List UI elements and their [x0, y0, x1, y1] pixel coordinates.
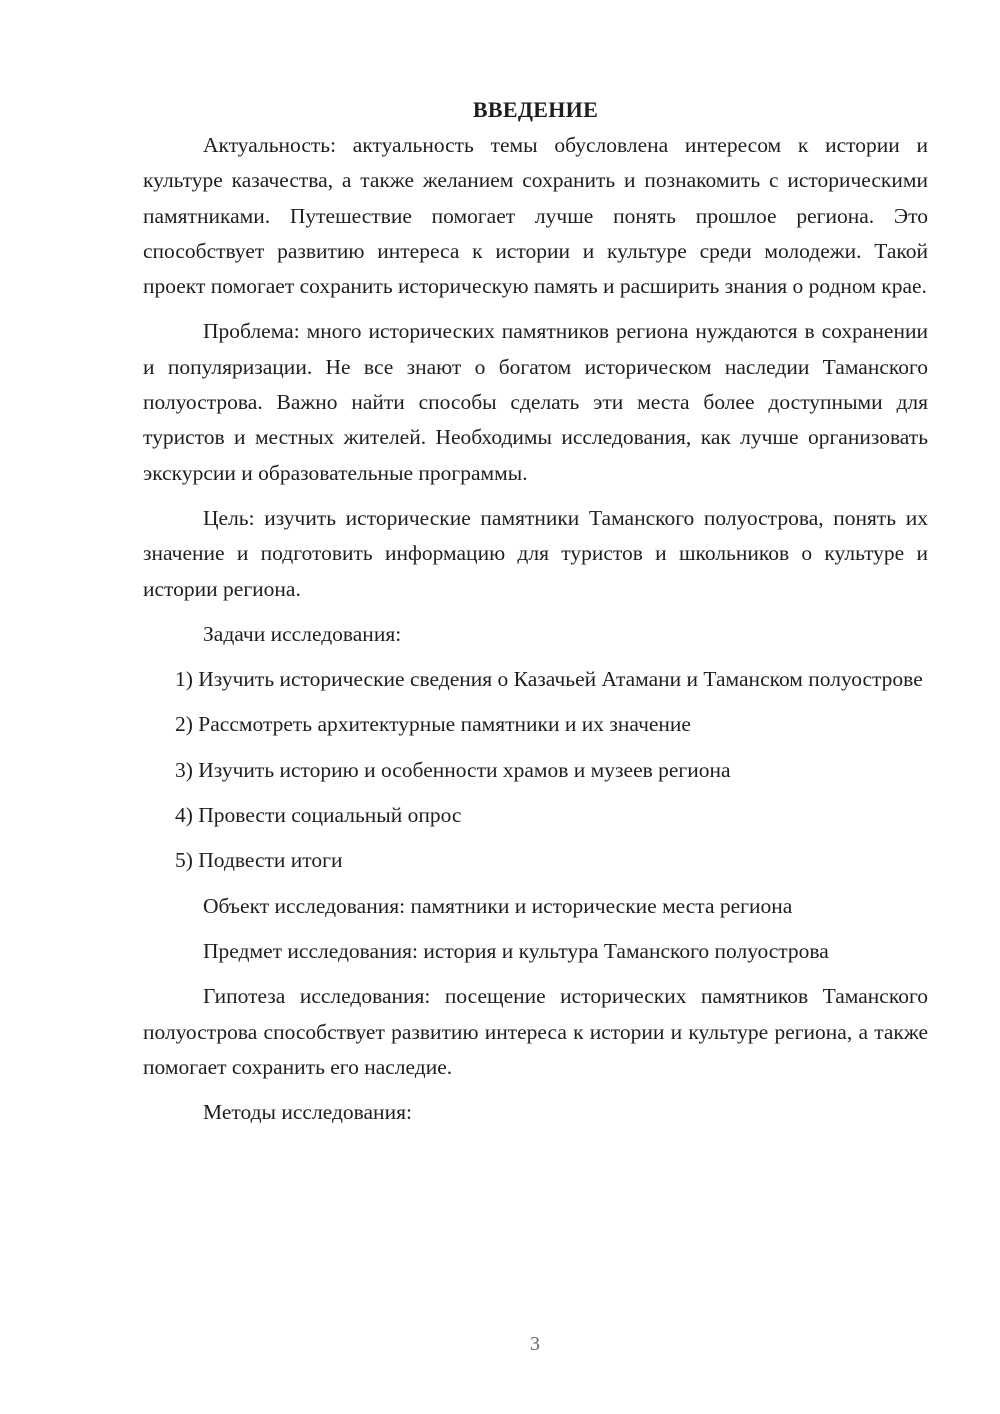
paragraph-subject: Предмет исследования: история и культура Таманского полуострова: [203, 938, 829, 963]
list-item: 4) Провести социальный опрос: [175, 803, 462, 828]
list-item: 5) Подвести итоги: [175, 848, 343, 873]
paragraph-object: Объект исследования: памятники и исторические места региона: [203, 893, 793, 918]
document-page: [143, 92, 928, 1140]
paragraph-goal: Цель: изучить исторические памятники Таманского полуострова, понять их значение и подготовить информацию для туристов и школьников о культуре и истории региона.: [143, 505, 928, 601]
page-number: 3: [530, 1333, 540, 1355]
document-heading: ВВЕДЕНИЕ: [472, 97, 599, 122]
tasks-title: Задачи исследования:: [203, 621, 402, 646]
list-item: 1) Изучить исторические сведения о Казачьей Атамани и Таманском полуострове: [175, 667, 923, 692]
tasks-list: [143, 662, 928, 878]
methods-title: Методы исследования:: [203, 1100, 412, 1125]
paragraph-hypothesis: Гипотеза исследования: посещение исторических памятников Таманского полуострова способствует развитию интереса к истории и культуре региона, а также помогает сохранить его наследие.: [143, 984, 928, 1079]
paragraph-relevance: Актуальность: актуальность темы обусловлена интересом к истории и культуре казачества, а также желанием сохранить и познакомить с историческими памятниками. Путешествие помогает лучше понять прошлое региона. Это способствует развитию интереса к истории и культуре среди молодежи. Такой проект помогает сохранить историческую память и расширить знания о родном крае.: [143, 133, 928, 299]
paragraph-problem: Проблема: много исторических памятников региона нуждаются в сохранении и популяризации. Не все знают о богатом историческом наследии Таманского полуострова. Важно найти способы сделать эти места более доступными для туристов и местных жителей. Необходимы исследования, как лучше организовать экскурсии и образовательные программы.: [143, 319, 928, 485]
list-item: 3) Изучить историю и особенности храмов и музеев региона: [175, 757, 731, 782]
list-item: 2) Рассмотреть архитектурные памятники и их значение: [175, 712, 691, 737]
